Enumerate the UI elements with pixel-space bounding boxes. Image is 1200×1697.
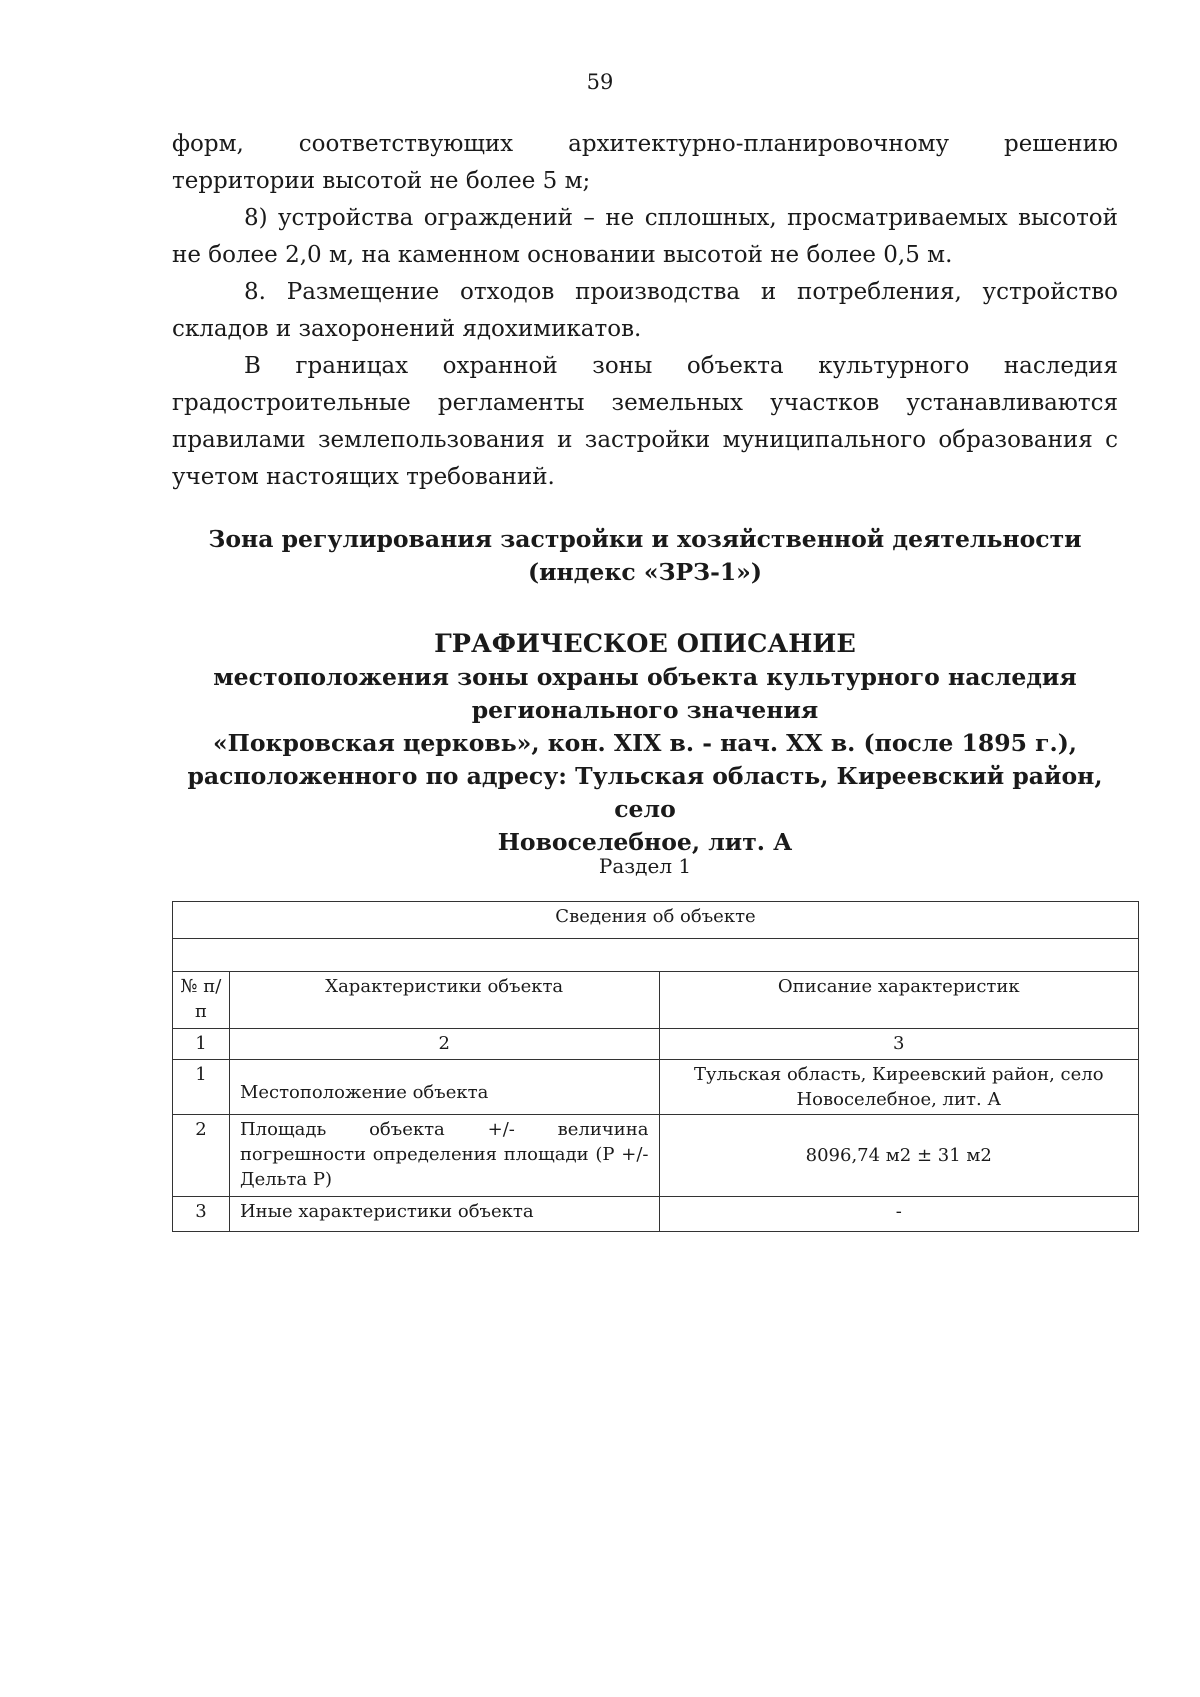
table-header-characteristic: Характеристики объекта [229, 972, 659, 1029]
table-row [173, 1115, 1139, 1197]
graphic-heading-line: регионального значения [471, 696, 819, 724]
row-description: - [659, 1197, 1138, 1232]
paragraph: 8) устройства ограждений – не сплошных, просматриваемых высотой не более 2,0 м, на каменном основании высотой не более 0,5 м. [172, 205, 1118, 268]
table-header-num: № п/п [173, 972, 230, 1029]
page-number: 59 [586, 70, 614, 94]
column-number: 1 [173, 1029, 230, 1060]
graphic-heading-title: ГРАФИЧЕСКОЕ ОПИСАНИЕ [434, 629, 856, 659]
row-description: Тульская область, Киреевский район, село Новоселебное, лит. А [659, 1060, 1138, 1115]
graphic-heading-line: «Покровская церковь», кон. XIX в. - нач. XX в. (после 1895 г.), [212, 729, 1077, 757]
graphic-heading-line: расположенного по адресу: Тульская область, Киреевский район, село [187, 762, 1103, 823]
paragraph: форм, соответствующих архитектурно-планировочному решению территории высотой не более 5 м; [172, 131, 1118, 194]
row-number: 2 [173, 1115, 230, 1197]
row-description: 8096,74 м2 ± 31 м2 [659, 1115, 1138, 1197]
paragraph: 8. Размещение отходов производства и потребления, устройство складов и захоронений ядохимикатов. [172, 279, 1118, 342]
object-info-table [172, 901, 1139, 1232]
row-number: 1 [173, 1060, 230, 1115]
column-number: 2 [229, 1029, 659, 1060]
row-characteristic: Местоположение объекта [229, 1060, 659, 1115]
table-empty-row [173, 939, 1139, 972]
section-label: Раздел 1 [598, 854, 692, 878]
table-title: Сведения об объекте [173, 902, 1139, 939]
table-row [173, 1060, 1139, 1115]
body-text [172, 126, 1118, 496]
zone-heading [172, 523, 1118, 589]
zone-heading-line: (индекс «ЗРЗ-1») [528, 558, 762, 586]
graphic-heading [172, 627, 1118, 859]
row-characteristic: Площадь объекта +/- величина погрешности определения площади (Р +/- Дельта Р) [229, 1115, 659, 1197]
row-characteristic: Иные характеристики объекта [229, 1197, 659, 1232]
graphic-heading-line: местоположения зоны охраны объекта культурного наследия [213, 663, 1077, 691]
column-number: 3 [659, 1029, 1138, 1060]
paragraph: В границах охранной зоны объекта культурного наследия градостроительные регламенты земельных участков устанавливаются правилами землепользования и застройки муниципального образования с учетом настоящих требований. [172, 353, 1118, 490]
table-header-description: Описание характеристик [659, 972, 1138, 1029]
row-number: 3 [173, 1197, 230, 1232]
graphic-heading-line: Новоселебное, лит. А [497, 828, 793, 856]
zone-heading-line: Зона регулирования застройки и хозяйственной деятельности [208, 525, 1082, 553]
table-row [173, 1197, 1139, 1232]
